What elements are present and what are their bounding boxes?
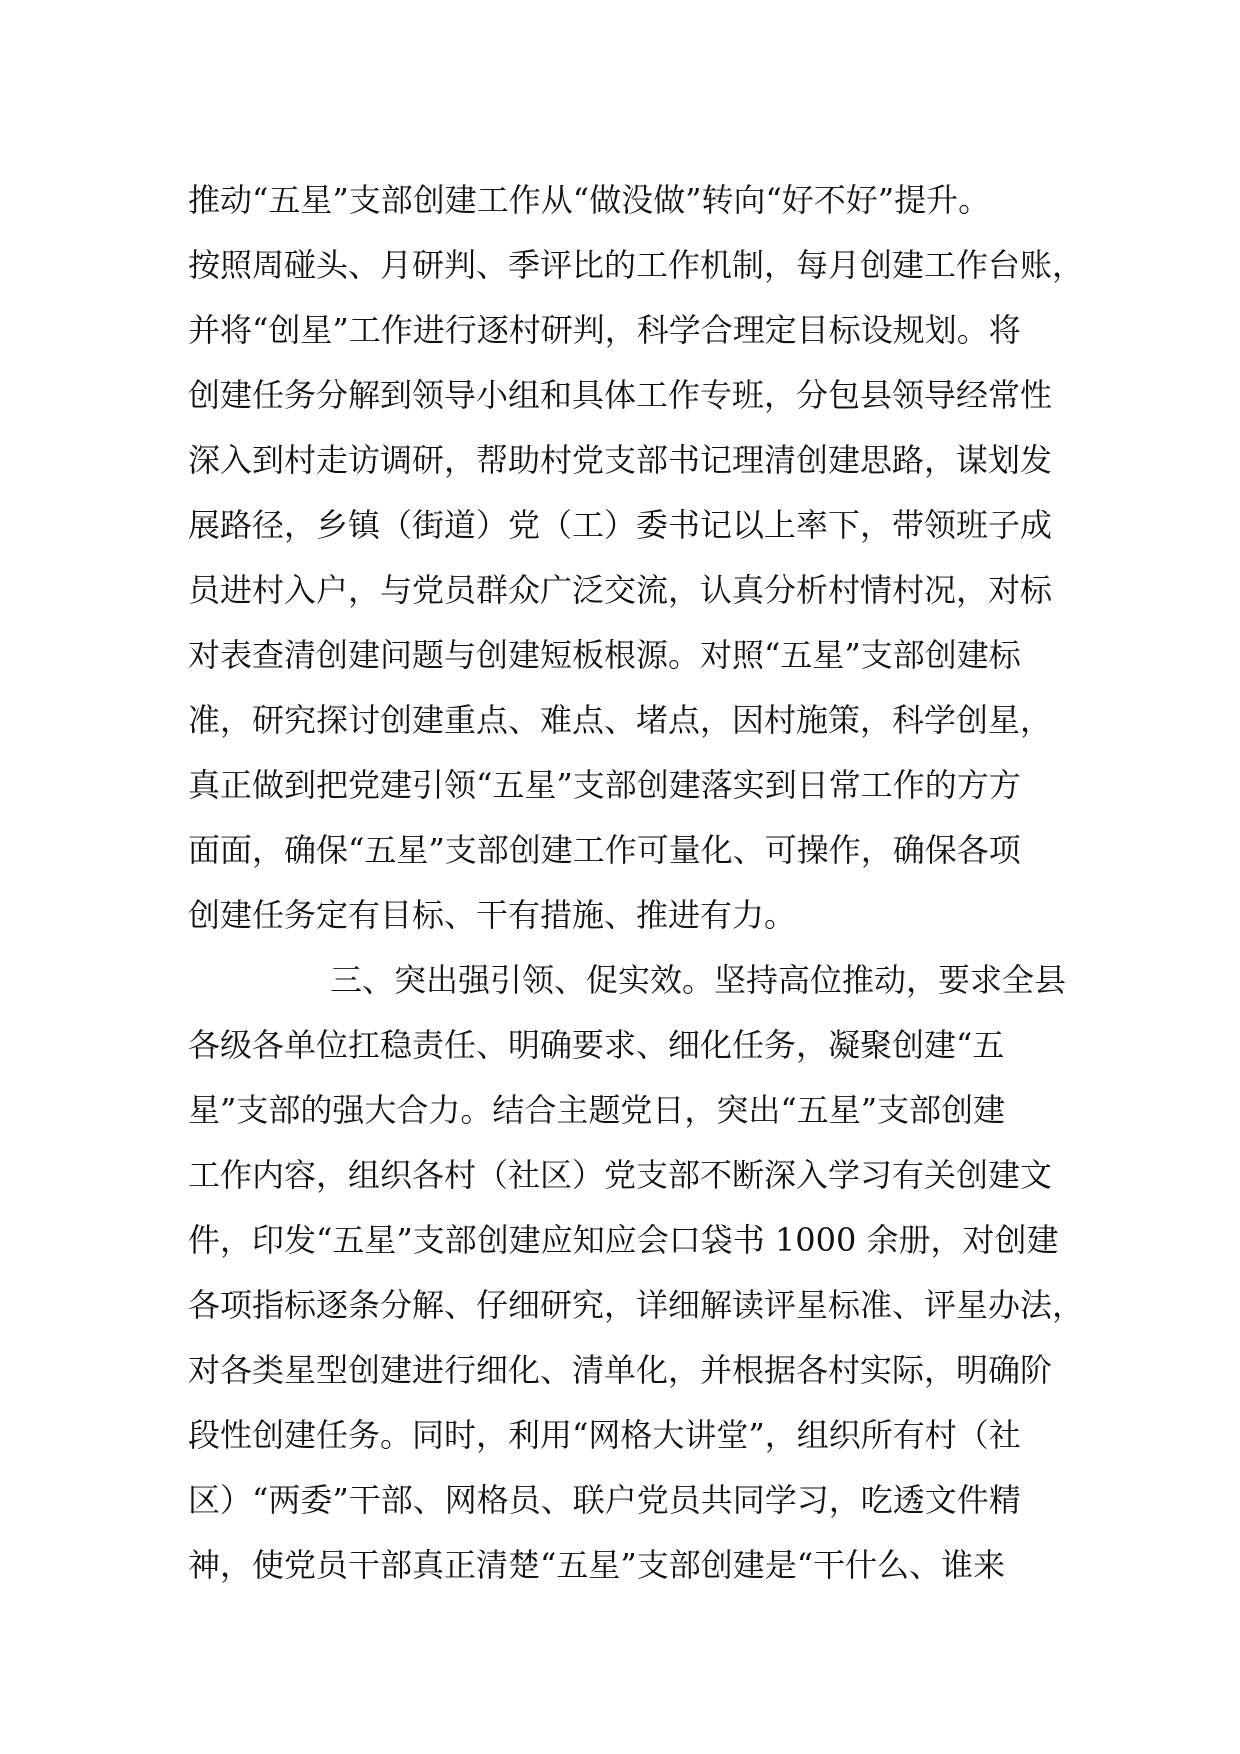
text-line: 真正做到把党建引领“五星”支部创建落实到日常工作的方方	[188, 766, 1021, 804]
text-line: 并将“创星”工作进行逐村研判，科学合理定目标设规划。将	[188, 311, 1021, 349]
text-line: 对表查清创建问题与创建短板根源。对照“五星”支部创建标	[188, 636, 1021, 674]
text-line: 件，印发“五星”支部创建应知应会口袋书 1000 余册，对创建	[188, 1221, 1059, 1259]
text-line: 深入到村走访调研，帮助村党支部书记理清创建思路，谋划发	[188, 441, 1053, 479]
text-line: 工作内容，组织各村（社区）党支部不断深入学习有关创建文	[188, 1156, 1053, 1194]
body-text	[188, 168, 1088, 1598]
text-line: 展路径，乡镇（街道）党（工）委书记以上率下，带领班子成	[188, 506, 1053, 544]
text-line: 创建任务定有目标、干有措施、推进有力。	[188, 896, 797, 934]
text-line: 面面，确保“五星”支部创建工作可量化、可操作，确保各项	[188, 831, 1021, 869]
text-line: 各级各单位扛稳责任、明确要求、细化任务，凝聚创建“五	[188, 1026, 1005, 1064]
text-line: 推动“五星”支部创建工作从“做没做”转向“好不好”提升。	[188, 181, 991, 219]
text-line: 准，研究探讨创建重点、难点、堵点，因村施策，科学创星，	[188, 701, 1053, 739]
section-three-heading-line: 三、突出强引领、促实效。坚持高位推动，要求全县	[330, 961, 1067, 999]
text-line: 员进村入户，与党员群众广泛交流，认真分析村情村况，对标	[188, 571, 1053, 609]
text-line: 神，使党员干部真正清楚“五星”支部创建是“干什么、谁来	[188, 1546, 1006, 1584]
text-line: 创建任务分解到领导小组和具体工作专班，分包县领导经常性	[188, 376, 1053, 414]
text-line: 按照周碰头、月研判、季评比的工作机制，每月创建工作台账，	[188, 246, 1085, 284]
text-line: 星”支部的强大合力。结合主题党日，突出“五星”支部创建	[188, 1091, 1006, 1129]
text-line: 段性创建任务。同时，利用“网格大讲堂”，组织所有村（社	[188, 1416, 1021, 1454]
text-line: 各项指标逐条分解、仔细研究，详细解读评星标准、评星办法，	[188, 1286, 1085, 1324]
text-line: 对各类星型创建进行细化、清单化，并根据各村实际，明确阶	[188, 1351, 1053, 1389]
text-line: 区）“两委”干部、网格员、联户党员共同学习，吃透文件精	[188, 1481, 1021, 1519]
